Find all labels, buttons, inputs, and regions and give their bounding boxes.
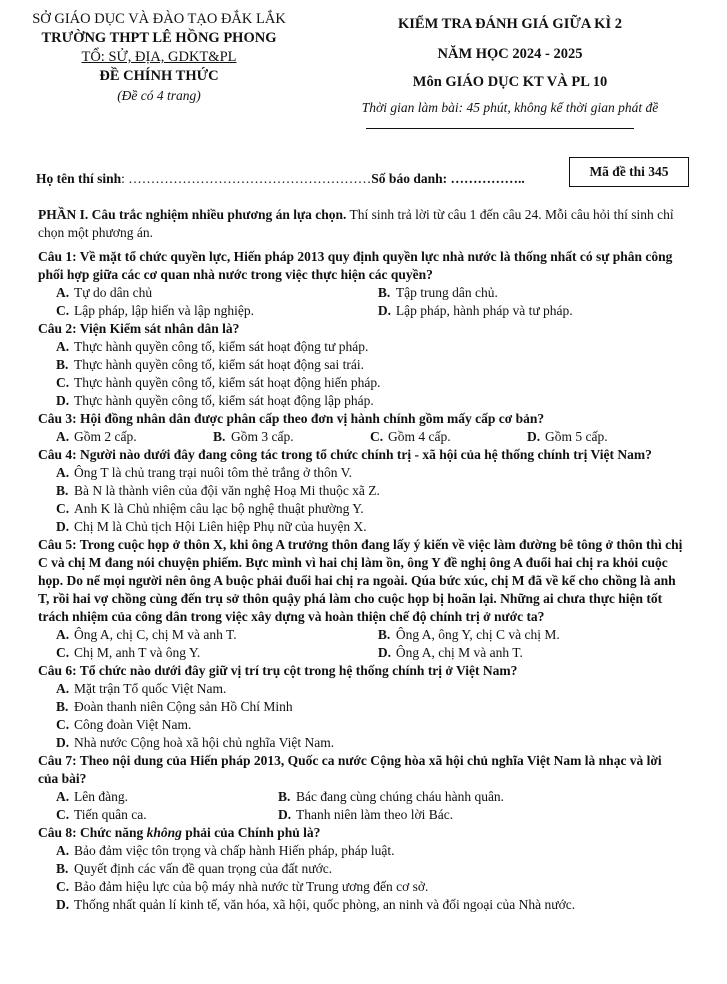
question-stem: Câu 2: Viện Kiểm sát nhân dân là? (38, 321, 240, 336)
option-c[interactable]: C. Thực hành quyền công tố, kiểm sát hoạt động hiến pháp. (56, 375, 381, 390)
option-b[interactable]: B. Bác đang cùng chúng cháu hành quân. (278, 789, 505, 804)
negation-word: không (146, 825, 182, 840)
school-year: NĂM HỌC 2024 - 2025 (437, 46, 583, 62)
option-b[interactable]: B. Quyết định các vấn đề quan trọng của đất nước. (56, 861, 333, 876)
name-label: Họ tên thí sinh (36, 171, 122, 186)
name-field: : ……………………………………………… (121, 171, 372, 186)
question-stem: Câu 5: Trong cuộc họp ở thôn X, khi ông A trưởng thôn đang lấy ý kiến về việc làm đường bê tông ở thôn thì chị C và chị M đang nói chuyện phiếm. Bực mình vì hai chị làm ồn, ông Y đề nghị ông A đuổi hai chị ra khỏi cuộc họp. Do nể mọi người nên ông A buộc phải đuổi hai chị ra ngoài. Qúa bức xúc, chị M đã về kể cho chồng là anh T, rồi hai vợ chồng cùng đến trụ sở thôn quậy phá làm cho cuộc họp bị hoãn lại. Những ai chưa thực hiện tốt trách nhiệm của công dân trong việc xây dựng và hoàn thiện chế độ chính trị ở nước ta? (38, 537, 683, 624)
option-c[interactable]: C. Lập pháp, lập hiến và lập nghiệp. (56, 303, 254, 318)
option-b[interactable]: B. Bà N là thành viên của đội văn nghệ Hoạ Mi thuộc xã Z. (56, 483, 380, 498)
option-row (38, 626, 684, 644)
time-allowed: Thời gian làm bài: 45 phút, không kể thời gian phát đề (361, 100, 659, 115)
header-left (14, 10, 304, 105)
option-d[interactable]: D. Gồm 5 cấp. (527, 429, 608, 444)
option-b[interactable]: B. Gồm 3 cấp. (213, 429, 294, 444)
question-4 (38, 446, 684, 536)
question-8 (38, 824, 684, 914)
option-a[interactable]: A. Bảo đảm việc tôn trọng và chấp hành Hiến pháp, pháp luật. (56, 843, 395, 858)
header-divider (366, 128, 634, 129)
question-stem: Câu 3: Hội đồng nhân dân được phân cấp theo đơn vị hành chính gồm mấy cấp cơ bản? (38, 411, 545, 426)
option-d[interactable]: D. Nhà nước Cộng hoà xã hội chủ nghĩa Việt Nam. (56, 735, 335, 750)
header-right (330, 16, 690, 116)
option-b[interactable]: B. Thực hành quyền công tố, kiểm sát hoạt động sai trái. (56, 357, 364, 372)
school-name: TRƯỜNG THPT LÊ HỒNG PHONG (41, 30, 277, 46)
option-row (38, 428, 684, 446)
option-a[interactable]: A. Ông A, chị C, chị M và anh T. (56, 627, 237, 642)
subject: Môn GIÁO DỤC KT VÀ PL 10 (412, 74, 608, 90)
question-7 (38, 752, 684, 824)
question-3 (38, 410, 684, 446)
question-stem: Câu 1: Về mặt tổ chức quyền lực, Hiến pháp 2013 quy định quyền lực nhà nước là thống nhất có sự phân công phối hợp giữa các cơ quan nhà nước trong việc thực hiện các quyền? (38, 249, 673, 282)
page-count: (Đề có 4 trang) (117, 88, 201, 103)
group-name: TỔ: SỬ, ĐỊA, GDKT&PL (81, 49, 237, 65)
question-6 (38, 662, 684, 752)
option-d[interactable]: D. Thanh niên làm theo lời Bác. (278, 807, 454, 822)
question-5 (38, 536, 684, 662)
option-b[interactable]: B. Tập trung dân chủ. (377, 285, 498, 300)
option-c[interactable]: C. Bảo đảm hiệu lực của bộ máy nhà nước từ Trung ương đến cơ sở. (56, 879, 429, 894)
option-a[interactable]: A. Thực hành quyền công tố, kiểm sát hoạt động tư pháp. (56, 339, 369, 354)
question-stem: Câu 4: Người nào dưới đây đang công tác trong tổ chức chính trị - xã hội của hệ thống chính trị Việt Nam? (38, 447, 652, 462)
option-c[interactable]: C. Công đoàn Việt Nam. (56, 717, 192, 732)
option-row (38, 644, 684, 662)
option-d[interactable]: D. Ông A, chị M và anh T. (377, 645, 523, 660)
option-a[interactable]: A. Mặt trận Tổ quốc Việt Nam. (56, 681, 227, 696)
option-d[interactable]: D. Lập pháp, hành pháp và tư pháp. (377, 303, 573, 318)
option-c[interactable]: C. Gồm 4 cấp. (370, 429, 451, 444)
option-c[interactable]: C. Tiến quân ca. (56, 807, 147, 822)
question-stem: Câu 7: Theo nội dung của Hiến pháp 2013, Quốc ca nước Cộng hòa xã hội chủ nghĩa Việt Nam là nhạc và lời của bài? (38, 753, 662, 786)
sbd-label: Số báo danh: …………….. (371, 171, 525, 186)
exam-code-box: Mã đề thi 345 (569, 157, 689, 187)
option-row (38, 788, 684, 806)
option-a[interactable]: A. Tự do dân chủ (56, 285, 153, 300)
candidate-line (36, 171, 525, 187)
official-label: ĐỀ CHÍNH THỨC (99, 68, 219, 84)
option-row (38, 284, 684, 302)
option-c[interactable]: C. Anh K là Chủ nhiệm câu lạc bộ nghệ thuật phường Y. (56, 501, 364, 516)
option-b[interactable]: B. Đoàn thanh niên Cộng sản Hồ Chí Minh (56, 699, 293, 714)
exam-content (38, 206, 684, 914)
part-instruction: Thí sinh trả lời từ câu 1 đến câu 24. Mỗi câu hỏi thí sinh chỉ chọn một phương án. (38, 207, 674, 240)
exam-title: KIỂM TRA ĐÁNH GIÁ GIỮA KÌ 2 (398, 16, 622, 32)
option-d[interactable]: D. Chị M là Chủ tịch Hội Liên hiệp Phụ nữ của huyện X. (56, 519, 367, 534)
option-row (38, 806, 684, 824)
question-stem: Câu 8: Chức năng không phải của Chính phủ là? (38, 825, 321, 840)
option-b[interactable]: B. Ông A, ông Y, chị C và chị M. (377, 627, 560, 642)
option-a[interactable]: A. Gồm 2 cấp. (56, 429, 137, 444)
question-stem: Câu 6: Tổ chức nào dưới đây giữ vị trí trụ cột trong hệ thống chính trị ở Việt Nam? (38, 663, 518, 678)
part-intro (38, 206, 684, 242)
option-row (38, 302, 684, 320)
question-1 (38, 248, 684, 320)
option-c[interactable]: C. Chị M, anh T và ông Y. (56, 645, 201, 660)
department-name: SỞ GIÁO DỤC VÀ ĐÀO TẠO ĐẮK LẮK (32, 11, 286, 27)
option-a[interactable]: A. Lên đàng. (56, 789, 128, 804)
option-d[interactable]: D. Thống nhất quản lí kinh tế, văn hóa, xã hội, quốc phòng, an ninh và đối ngoại của Nhà nước. (56, 897, 576, 912)
part-title: PHẦN I. Câu trắc nghiệm nhiều phương án lựa chọn. (38, 207, 347, 222)
question-2 (38, 320, 684, 410)
option-d[interactable]: D. Thực hành quyền công tố, kiểm sát hoạt động lập pháp. (56, 393, 374, 408)
option-a[interactable]: A. Ông T là chủ trang trại nuôi tôm thẻ trắng ở thôn V. (56, 465, 352, 480)
